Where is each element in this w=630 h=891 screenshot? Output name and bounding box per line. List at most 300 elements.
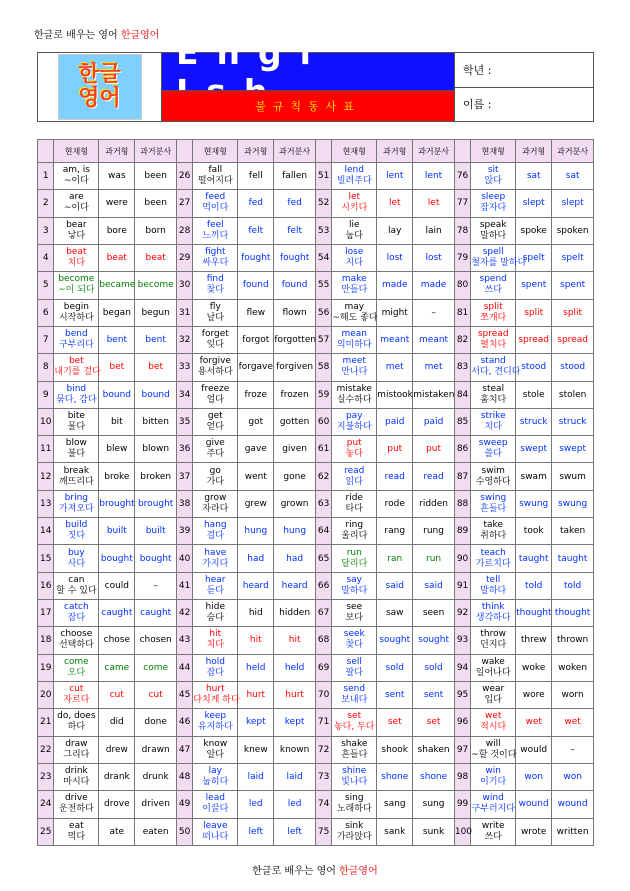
- present-form-cell: [332, 190, 377, 217]
- verb-number: 99: [454, 791, 470, 818]
- present-form-cell: [193, 736, 238, 763]
- past-form: said: [377, 572, 413, 599]
- column-header: 과거형: [377, 140, 413, 163]
- korean-meaning: 할 수 있다: [56, 585, 97, 596]
- present-form: eat: [69, 820, 84, 831]
- present-form-cell: [471, 545, 516, 572]
- present-form-cell: [332, 463, 377, 490]
- verb-number: 9: [38, 381, 54, 408]
- past-participle: bound: [135, 381, 177, 408]
- present-form-cell: [332, 244, 377, 271]
- present-form-cell: [471, 654, 516, 681]
- verb-number: 3: [38, 217, 54, 244]
- past-form: ran: [377, 545, 413, 572]
- present-form-cell: [471, 627, 516, 654]
- past-participle: slept: [552, 190, 594, 217]
- korean-meaning: 적시다: [480, 722, 507, 733]
- past-participle: set: [413, 709, 455, 736]
- verb-number: 44: [176, 654, 192, 681]
- present-form: forget: [201, 329, 229, 340]
- past-form: held: [238, 654, 274, 681]
- present-form-cell: [332, 709, 377, 736]
- past-form: woke: [516, 654, 552, 681]
- korean-meaning: 철자를 말하다: [471, 258, 527, 269]
- verb-number: 13: [38, 490, 54, 517]
- past-participle: thrown: [552, 627, 594, 654]
- present-form: grow: [204, 492, 227, 503]
- present-form: lead: [205, 793, 225, 804]
- past-participle: sought: [413, 627, 455, 654]
- present-form-cell: [54, 299, 99, 326]
- past-form: bore: [99, 217, 135, 244]
- logo-cell: [38, 53, 162, 121]
- footer-text: 한글로 배우는 영어: [252, 866, 336, 877]
- table-row: [38, 244, 594, 271]
- korean-meaning: 가라앉다: [336, 831, 372, 842]
- past-participle: forgotten: [274, 326, 316, 353]
- verb-number: 84: [454, 381, 470, 408]
- past-form: bet: [99, 354, 135, 381]
- past-form: drank: [99, 763, 135, 790]
- verb-number: 76: [454, 163, 470, 190]
- past-participle: paid: [413, 408, 455, 435]
- present-form: have: [204, 547, 227, 558]
- past-participle: swum: [552, 463, 594, 490]
- present-form: see: [346, 602, 363, 613]
- verb-number: 97: [454, 736, 470, 763]
- header-number-cell: [176, 140, 192, 163]
- past-form: were: [99, 190, 135, 217]
- present-form: pay: [345, 410, 363, 421]
- table-row: [38, 518, 594, 545]
- table-row: [38, 627, 594, 654]
- present-form-cell: [332, 627, 377, 654]
- korean-meaning: 쪼개다: [480, 312, 507, 323]
- past-participle: shaken: [413, 736, 455, 763]
- past-participle: mistaken: [413, 381, 455, 408]
- korean-meaning: 만들다: [341, 285, 368, 296]
- header-number-cell: [454, 140, 470, 163]
- verb-number: 88: [454, 490, 470, 517]
- verb-number: 89: [454, 518, 470, 545]
- past-participle: taught: [552, 545, 594, 572]
- korean-meaning: ~이다: [63, 203, 89, 214]
- past-form: sank: [377, 818, 413, 846]
- korean-meaning: 듣다: [206, 585, 224, 596]
- present-form: split: [483, 301, 503, 312]
- verb-number: 7: [38, 326, 54, 353]
- verb-number: 37: [176, 463, 192, 490]
- present-form-cell: [471, 163, 516, 190]
- korean-meaning: 깨뜨리다: [58, 476, 94, 487]
- korean-meaning: 던지다: [480, 640, 507, 651]
- verb-number: 24: [38, 791, 54, 818]
- past-participle: –: [135, 572, 177, 599]
- present-form: swing: [480, 492, 507, 503]
- title-block: [162, 32, 454, 121]
- past-form: began: [99, 299, 135, 326]
- past-participle: grown: [274, 490, 316, 517]
- present-form-cell: [54, 490, 99, 517]
- present-form-cell: [332, 681, 377, 708]
- verb-number: 64: [315, 518, 331, 545]
- verb-number: 87: [454, 463, 470, 490]
- present-form: may: [344, 301, 365, 312]
- present-form: mistake: [336, 383, 372, 394]
- present-form: bet: [68, 356, 84, 367]
- verb-number: 74: [315, 791, 331, 818]
- present-form: fight: [204, 247, 226, 258]
- past-form: left: [238, 818, 274, 846]
- table-row: [38, 408, 594, 435]
- present-form-cell: [332, 490, 377, 517]
- verb-number: 91: [454, 572, 470, 599]
- past-form: drove: [99, 791, 135, 818]
- present-form-cell: [54, 709, 99, 736]
- present-form-cell: [193, 436, 238, 463]
- table-row: [38, 354, 594, 381]
- present-form-cell: [54, 654, 99, 681]
- past-participle: begun: [135, 299, 177, 326]
- table-row: [38, 818, 594, 846]
- table-row: [38, 763, 594, 790]
- present-form: teach: [480, 547, 506, 558]
- past-form: found: [238, 272, 274, 299]
- present-form-cell: [471, 326, 516, 353]
- past-participle: broken: [135, 463, 177, 490]
- present-form-cell: [193, 190, 238, 217]
- past-participle: felt: [274, 217, 316, 244]
- past-form: broke: [99, 463, 135, 490]
- verb-number: 16: [38, 572, 54, 599]
- top-caption-brand: 한글영어: [120, 30, 160, 41]
- present-form: mean: [341, 329, 367, 340]
- present-form-cell: [471, 217, 516, 244]
- past-participle: hurt: [274, 681, 316, 708]
- korean-meaning: 하다: [67, 722, 86, 733]
- verb-number: 14: [38, 518, 54, 545]
- past-form: mistook: [377, 381, 413, 408]
- korean-meaning: 흔들다: [341, 749, 368, 760]
- present-form: fly: [209, 301, 221, 312]
- past-form: gave: [238, 436, 274, 463]
- korean-meaning: 선택하다: [58, 640, 94, 651]
- past-form: took: [516, 518, 552, 545]
- present-form-cell: [54, 163, 99, 190]
- past-participle: gone: [274, 463, 316, 490]
- korean-meaning: 떠나다: [202, 831, 229, 842]
- past-form: chose: [99, 627, 135, 654]
- present-form: hang: [203, 520, 227, 531]
- table-row: [38, 381, 594, 408]
- past-participle: built: [135, 518, 177, 545]
- table-header-row: [38, 140, 594, 163]
- verb-number: 35: [176, 408, 192, 435]
- past-participle: wet: [552, 709, 594, 736]
- present-form-cell: [54, 272, 99, 299]
- present-form: drink: [64, 766, 88, 777]
- verb-number: 82: [454, 326, 470, 353]
- present-form: strike: [480, 410, 506, 421]
- present-form: bear: [66, 219, 87, 230]
- past-participle: bet: [135, 354, 177, 381]
- table-row: [38, 600, 594, 627]
- verb-number: 31: [176, 299, 192, 326]
- verb-number: 85: [454, 408, 470, 435]
- present-form: buy: [67, 547, 85, 558]
- table-row: [38, 545, 594, 572]
- korean-meaning: 주다: [206, 449, 224, 460]
- past-form: threw: [516, 627, 552, 654]
- past-participle: known: [274, 736, 316, 763]
- past-form: brought: [99, 490, 135, 517]
- past-participle: lent: [413, 163, 455, 190]
- korean-meaning: ~할 것이다: [471, 749, 517, 760]
- korean-meaning: 울리다: [341, 531, 368, 542]
- present-form-cell: [54, 681, 99, 708]
- korean-meaning: 펼치다: [480, 340, 507, 351]
- past-form: hung: [238, 518, 274, 545]
- present-form: sit: [487, 165, 499, 176]
- present-form-cell: [332, 326, 377, 353]
- table-row: [38, 736, 594, 763]
- grade-field[interactable]: 학년 :: [455, 53, 593, 88]
- present-form-cell: [193, 791, 238, 818]
- verb-number: 17: [38, 600, 54, 627]
- past-form: forgot: [238, 326, 274, 353]
- verb-number: 1: [38, 163, 54, 190]
- past-form: won: [516, 763, 552, 790]
- past-form: spread: [516, 326, 552, 353]
- korean-meaning: 보다: [345, 613, 363, 624]
- past-form: came: [99, 654, 135, 681]
- present-form: sell: [346, 656, 362, 667]
- verb-number: 4: [38, 244, 54, 271]
- present-form-cell: [54, 408, 99, 435]
- verb-number: 79: [454, 244, 470, 271]
- past-participle: sent: [413, 681, 455, 708]
- past-form: wet: [516, 709, 552, 736]
- korean-meaning: 입다: [484, 695, 502, 706]
- present-form: become: [58, 274, 95, 285]
- korean-meaning: 잠자다: [480, 203, 507, 214]
- past-form: could: [99, 572, 135, 599]
- present-form-cell: [193, 163, 238, 190]
- past-participle: made: [413, 272, 455, 299]
- past-form: meant: [377, 326, 413, 353]
- verb-number: 77: [454, 190, 470, 217]
- past-participle: put: [413, 436, 455, 463]
- verb-number: 86: [454, 436, 470, 463]
- present-form-cell: [471, 600, 516, 627]
- verb-number: 5: [38, 272, 54, 299]
- present-form-cell: [471, 791, 516, 818]
- korean-meaning: 일어나다: [475, 667, 511, 678]
- verb-number: 49: [176, 791, 192, 818]
- verb-number: 75: [315, 818, 331, 846]
- past-form: swam: [516, 463, 552, 490]
- verb-number: 48: [176, 763, 192, 790]
- present-form-cell: [193, 681, 238, 708]
- present-form: shine: [342, 766, 367, 777]
- korean-meaning: 싸우다: [202, 258, 229, 269]
- page-title: Engl: [162, 53, 454, 90]
- korean-meaning: 숨다: [206, 613, 224, 624]
- past-form: thought: [516, 600, 552, 627]
- past-form: bought: [99, 545, 135, 572]
- present-form-cell: [471, 572, 516, 599]
- present-form: bend: [65, 329, 88, 340]
- present-form: fall: [208, 165, 223, 176]
- korean-meaning: 찾다: [345, 640, 363, 651]
- verb-number: 100: [454, 818, 470, 846]
- past-participle: met: [413, 354, 455, 381]
- verb-number: 54: [315, 244, 331, 271]
- present-form-cell: [193, 654, 238, 681]
- verb-number: 98: [454, 763, 470, 790]
- verb-number: 47: [176, 736, 192, 763]
- present-form: meet: [342, 356, 366, 367]
- present-form-cell: [471, 272, 516, 299]
- korean-meaning: 가져오다: [58, 503, 94, 514]
- present-form-cell: [54, 818, 99, 846]
- column-header: 현재형: [332, 140, 377, 163]
- present-form: steal: [482, 383, 505, 394]
- korean-meaning: 지다: [345, 258, 363, 269]
- present-form-cell: [332, 436, 377, 463]
- past-form: was: [99, 163, 135, 190]
- korean-meaning: 얼다: [206, 394, 224, 405]
- verb-number: 26: [176, 163, 192, 190]
- past-participle: beat: [135, 244, 177, 271]
- present-form-cell: [54, 600, 99, 627]
- past-participle: –: [552, 736, 594, 763]
- past-form: struck: [516, 408, 552, 435]
- present-form-cell: [332, 354, 377, 381]
- korean-meaning: 치다: [206, 640, 224, 651]
- table-row: [38, 217, 594, 244]
- present-form-cell: [193, 600, 238, 627]
- verb-number: 15: [38, 545, 54, 572]
- past-participle: stolen: [552, 381, 594, 408]
- korean-meaning: 실수하다: [336, 394, 372, 405]
- verb-number: 58: [315, 354, 331, 381]
- past-form: hurt: [238, 681, 274, 708]
- present-form-cell: [332, 763, 377, 790]
- past-form: got: [238, 408, 274, 435]
- header-number-cell: [38, 140, 54, 163]
- past-form: met: [377, 354, 413, 381]
- korean-meaning: ~이 되다: [58, 285, 95, 296]
- column-header: 과거분사: [552, 140, 594, 163]
- present-form: stand: [480, 356, 506, 367]
- verb-number: 27: [176, 190, 192, 217]
- present-form: drive: [64, 793, 88, 804]
- korean-meaning: 다치게 하다: [193, 695, 240, 706]
- present-form: ride: [345, 492, 363, 503]
- past-form: shook: [377, 736, 413, 763]
- past-participle: bitten: [135, 408, 177, 435]
- past-participle: gotten: [274, 408, 316, 435]
- korean-meaning: 취하다: [480, 531, 507, 542]
- present-form-cell: [193, 217, 238, 244]
- korean-meaning: 이기다: [480, 777, 507, 788]
- past-participle: read: [413, 463, 455, 490]
- present-form-cell: [54, 463, 99, 490]
- name-field[interactable]: 이름 :: [463, 98, 492, 112]
- present-form: ring: [345, 520, 364, 531]
- present-form-cell: [332, 163, 377, 190]
- present-form: speak: [479, 219, 507, 230]
- korean-meaning: 느끼다: [202, 230, 229, 241]
- verb-number: 78: [454, 217, 470, 244]
- table-row: [38, 272, 594, 299]
- present-form-cell: [332, 381, 377, 408]
- past-participle: done: [135, 709, 177, 736]
- present-form-cell: [193, 818, 238, 846]
- past-form: bound: [99, 381, 135, 408]
- verb-number: 46: [176, 709, 192, 736]
- present-form-cell: [54, 217, 99, 244]
- present-form-cell: [332, 736, 377, 763]
- korean-meaning: 물다: [67, 421, 86, 432]
- past-participle: sold: [413, 654, 455, 681]
- present-form: hear: [205, 574, 226, 585]
- korean-meaning: 눕다: [345, 230, 363, 241]
- table-row: [38, 709, 594, 736]
- present-form: set: [347, 711, 362, 722]
- korean-meaning: 노래하다: [336, 804, 372, 815]
- korean-meaning: 만나다: [341, 367, 368, 378]
- present-form-cell: [193, 408, 238, 435]
- korean-meaning: 지불하다: [336, 421, 372, 432]
- column-header: 현재형: [54, 140, 99, 163]
- korean-meaning: 자라다: [202, 503, 229, 514]
- past-participle: lost: [413, 244, 455, 271]
- present-form-cell: [471, 436, 516, 463]
- past-form: lent: [377, 163, 413, 190]
- past-participle: become: [135, 272, 177, 299]
- present-form-cell: [471, 681, 516, 708]
- present-form-cell: [193, 299, 238, 326]
- verb-number: 32: [176, 326, 192, 353]
- logo-line-2: 영어: [78, 86, 121, 111]
- past-form: knew: [238, 736, 274, 763]
- past-form: flew: [238, 299, 274, 326]
- verb-number: 71: [315, 709, 331, 736]
- past-form: bent: [99, 326, 135, 353]
- verb-number: 67: [315, 600, 331, 627]
- korean-meaning: 마시다: [63, 777, 90, 788]
- present-form-cell: [332, 518, 377, 545]
- past-participle: sunk: [413, 818, 455, 846]
- past-participle: brought: [135, 490, 177, 517]
- present-form: come: [63, 656, 89, 667]
- present-form: hide: [205, 602, 226, 613]
- present-form: spread: [477, 329, 509, 340]
- past-participle: wound: [552, 791, 594, 818]
- present-form: bring: [64, 492, 88, 503]
- present-form-cell: [193, 354, 238, 381]
- past-form: swept: [516, 436, 552, 463]
- korean-meaning: 치다: [67, 258, 86, 269]
- korean-meaning: 낳다: [67, 230, 86, 241]
- verb-number: 92: [454, 600, 470, 627]
- korean-meaning: 가르치다: [475, 558, 511, 569]
- korean-meaning: ~해도 좋다: [332, 312, 378, 323]
- past-form: felt: [238, 217, 274, 244]
- korean-meaning: 말하다: [480, 585, 507, 596]
